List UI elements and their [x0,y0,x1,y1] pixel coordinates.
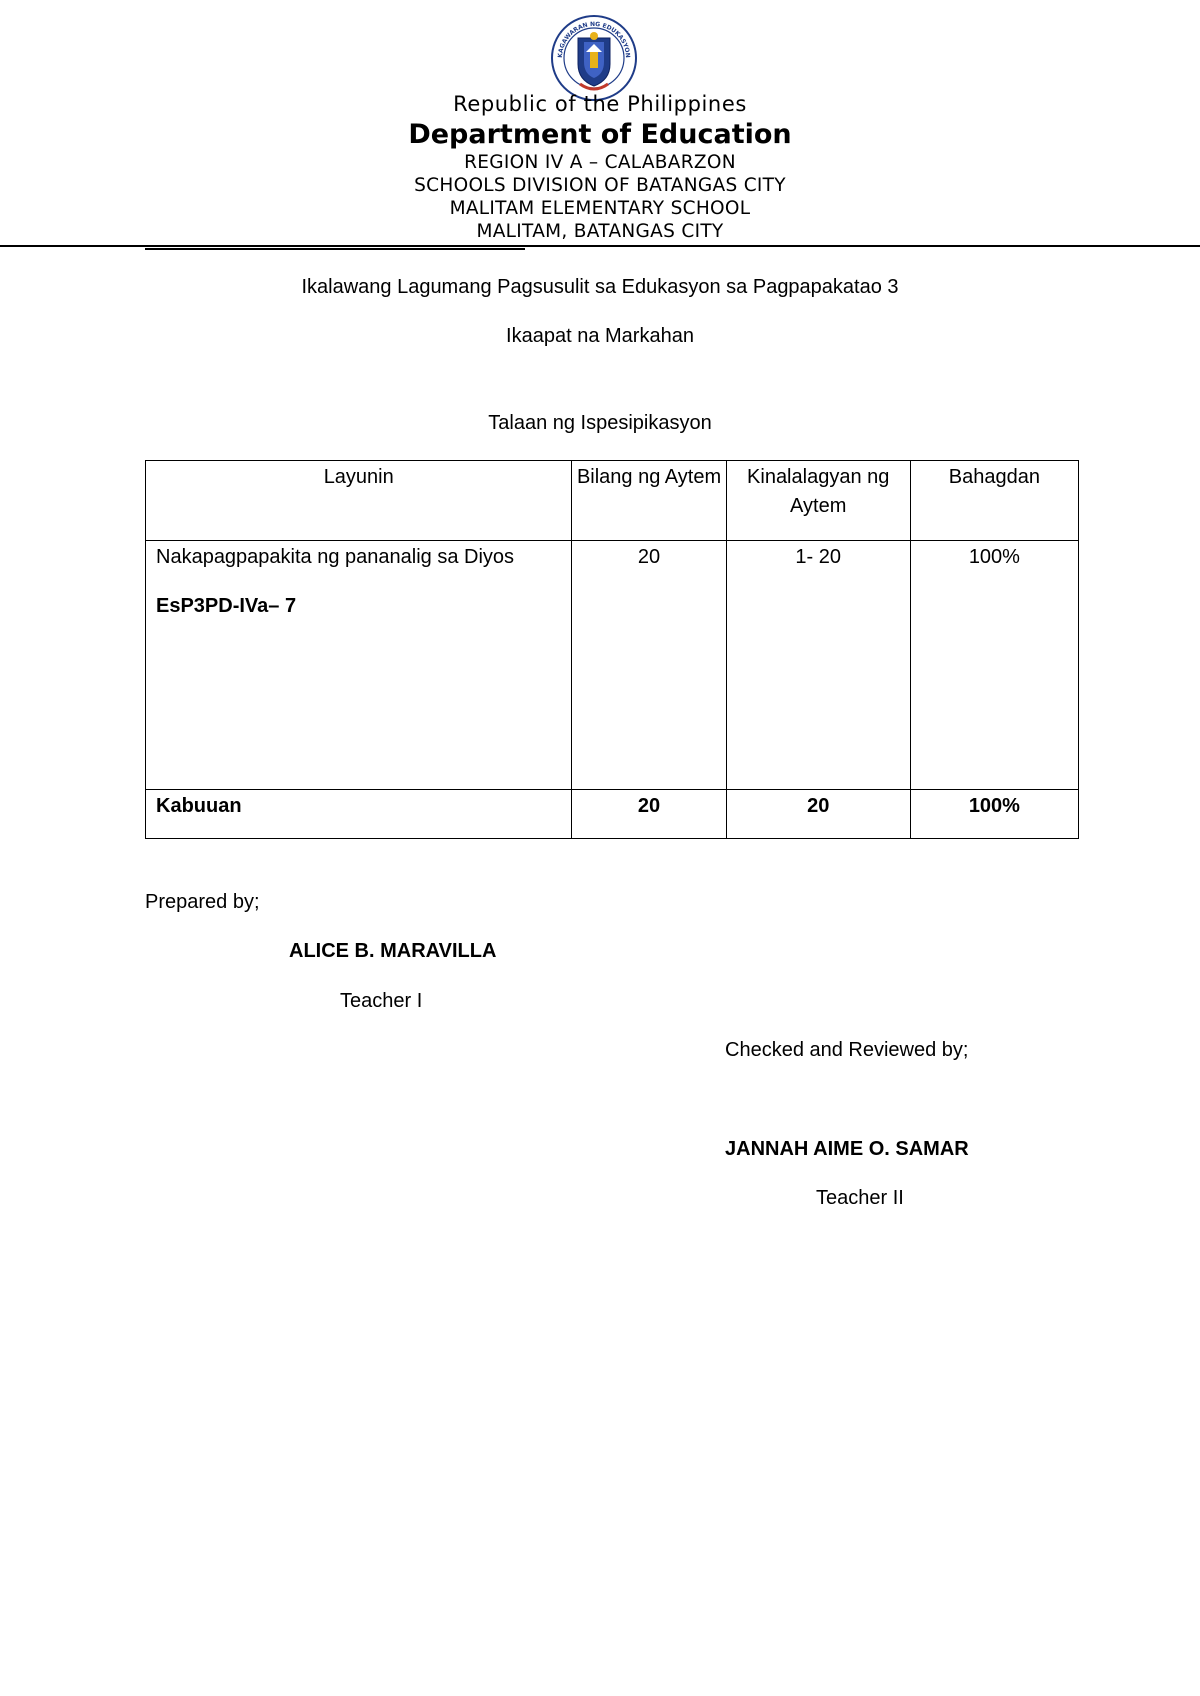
objective-cell [146,541,572,790]
table-total-row [146,790,1079,839]
seal-text: KAGAWARAN NG EDUKASYON [556,20,632,59]
items-cell: 20 [572,541,726,790]
preparer-name: ALICE B. MARAVILLA [289,940,497,962]
table-header-row [146,461,1079,541]
header-republic: Republic of the Philippines [453,92,747,116]
percent-cell: 100% [910,541,1078,790]
header-division: SCHOOLS DIVISION OF BATANGAS CITY [414,175,786,196]
total-percent-cell: 100% [910,790,1078,839]
objective-text: Nakapagpapakita ng pananalig sa Diyos [156,546,515,568]
specification-table [145,460,1079,839]
header-cell-layunin: Layunin [146,461,572,541]
header-cell-kinalalagyan: Kinalalagyan ng Aytem [726,461,910,541]
total-location-cell: 20 [726,790,910,839]
total-label-cell: Kabuuan [146,790,572,839]
header-rule-accent [145,248,525,250]
total-items-cell: 20 [572,790,726,839]
deped-seal [550,14,638,102]
checker-title: Teacher II [816,1187,904,1209]
checked-by-label: Checked and Reviewed by; [725,1039,969,1061]
header-rule [0,245,1200,247]
location-cell: 1- 20 [726,541,910,790]
table-title: Talaan ng Ispesipikasyon [488,412,712,434]
exam-title: Ikalawang Lagumang Pagsusulit sa Edukasyon sa Pagpapakatao 3 [301,276,899,298]
prepared-by-label: Prepared by; [145,891,260,913]
checker-name: JANNAH AIME O. SAMAR [725,1138,969,1160]
competency-code: EsP3PD-IVa– 7 [156,595,297,617]
header-region: REGION IV A – CALABARZON [464,152,736,173]
header-cell-bahagdan: Bahagdan [910,461,1078,541]
header-department: Department of Education [408,119,792,150]
header-school: MALITAM ELEMENTARY SCHOOL [449,198,751,219]
quarter-title: Ikaapat na Markahan [506,325,694,347]
preparer-title: Teacher I [340,990,423,1012]
header-cell-bilang: Bilang ng Aytem [572,461,726,541]
table-row [146,541,1079,790]
header-address: MALITAM, BATANGAS CITY [476,221,724,242]
